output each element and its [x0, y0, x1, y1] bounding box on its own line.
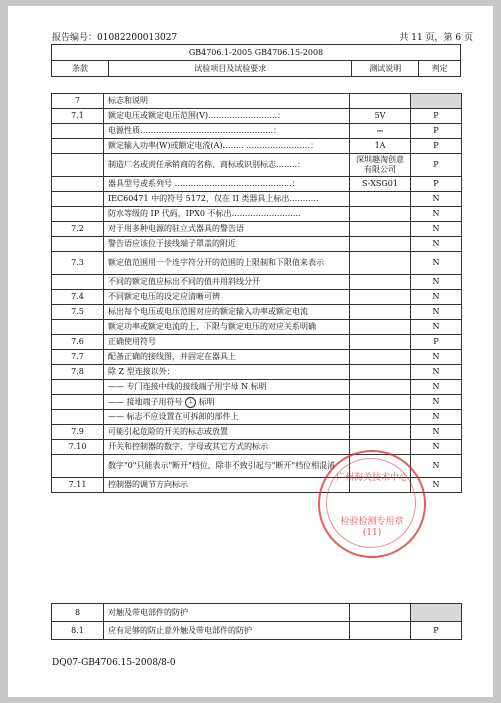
requirement-cell: 防水等级的 IP 代码，IPX0 不标出…………………….. — [104, 207, 350, 222]
clause-cell: 7.7 — [52, 350, 104, 365]
table-row — [52, 275, 462, 290]
table-row — [52, 207, 462, 222]
requirement-cell: 制造厂名或责任承销商的名称、商标或识别标志……..： — [104, 154, 350, 177]
table-row — [52, 395, 462, 410]
table-row — [52, 124, 462, 139]
result-cell — [350, 335, 411, 350]
clause-cell: 7.8 — [52, 365, 104, 380]
result-cell — [350, 192, 411, 207]
verdict-cell: P — [411, 177, 462, 192]
clause-cell — [52, 380, 104, 395]
verdict-cell: P — [411, 335, 462, 350]
clause-cell — [52, 139, 104, 154]
inspection-seal — [318, 450, 426, 558]
requirement-cell: 配备正确的接线图，并固定在器具上 — [104, 350, 350, 365]
table-row — [52, 604, 462, 622]
clause-table — [51, 93, 462, 493]
table-row — [52, 290, 462, 305]
table-row — [52, 139, 462, 154]
clause-cell: 7.4 — [52, 290, 104, 305]
verdict-cell: N — [411, 478, 462, 493]
verdict-cell: N — [411, 365, 462, 380]
result-cell — [350, 622, 411, 640]
requirement-cell: 控制器的调节方向标示 — [104, 478, 350, 493]
verdict-cell: N — [411, 440, 462, 455]
clause-cell — [52, 192, 104, 207]
table-row — [52, 320, 462, 335]
requirement-cell: 对触及带电部件的防护 — [104, 604, 350, 622]
clause-cell: 7.3 — [52, 252, 104, 275]
report-number: 报告编号：01082200013027 — [52, 33, 178, 43]
clause-cell: 7 — [52, 94, 104, 109]
footer-code: DQ07-GB4706.15-2008/8-0 — [52, 658, 176, 668]
result-cell — [350, 252, 411, 275]
seal-ring-text: 广州海关技术中心 — [335, 473, 408, 483]
requirement-cell: 标出每个电压或电压范围对应的额定输入功率或额定电流 — [104, 305, 350, 320]
result-cell: ⎓ — [350, 124, 411, 139]
result-cell — [350, 320, 411, 335]
table-row — [52, 177, 462, 192]
table-row — [52, 350, 462, 365]
requirement-cell: 标志和说明 — [104, 94, 350, 109]
page-count: 共 11 页，第 6 页 — [399, 33, 473, 43]
result-cell — [350, 275, 411, 290]
clause-cell — [52, 275, 104, 290]
requirement-cell: 可能引起危险的开关的标志或放置 — [104, 425, 350, 440]
seal-number: (11) — [362, 528, 382, 538]
table-row — [52, 192, 462, 207]
table-row — [52, 109, 462, 124]
section8-table — [51, 603, 462, 640]
verdict-cell: N — [411, 237, 462, 252]
verdict-cell — [411, 604, 462, 622]
seal-center-text: 检验检测专用章 — [340, 517, 404, 527]
requirement-cell: 额定值范围用一个连字符分开的范围的上限制和下限值来表示 — [104, 252, 350, 275]
result-cell — [350, 365, 411, 380]
table-row — [52, 440, 462, 455]
verdict-cell: N — [411, 425, 462, 440]
table-row — [52, 335, 462, 350]
table-row — [52, 252, 462, 275]
clause-cell: 8.1 — [52, 622, 104, 640]
clause-cell: 7.2 — [52, 222, 104, 237]
requirement-cell: 开关和控制器的数字、字母或其它方式的标示 — [104, 440, 350, 455]
result-cell — [350, 207, 411, 222]
verdict-cell: N — [411, 275, 462, 290]
verdict-cell: N — [411, 207, 462, 222]
verdict-cell: N — [411, 410, 462, 425]
verdict-cell: P — [411, 109, 462, 124]
requirement-cell: 警告语应该位于接线端子罩盖的附近 — [104, 237, 350, 252]
verdict-cell: P — [411, 124, 462, 139]
verdict-cell: P — [411, 622, 462, 640]
result-cell — [350, 94, 411, 109]
requirement-cell: 额定输入功率(W)或额定电流(A)…….. ……………………： — [104, 139, 350, 154]
header-table — [51, 44, 461, 77]
clause-cell — [52, 237, 104, 252]
result-cell: 1A — [350, 139, 411, 154]
verdict-cell: N — [411, 395, 462, 410]
result-cell — [350, 410, 411, 425]
table-row — [52, 365, 462, 380]
verdict-cell: N — [411, 290, 462, 305]
clause-cell: 8 — [52, 604, 104, 622]
clause-cell: 7.6 — [52, 335, 104, 350]
col-verdict-header: 判定 — [419, 61, 461, 77]
earth-symbol-icon: ⏚ — [185, 397, 196, 408]
table-row — [52, 622, 462, 640]
result-cell: 5V — [350, 109, 411, 124]
table-row — [52, 305, 462, 320]
clause-cell — [52, 207, 104, 222]
result-cell — [350, 305, 411, 320]
verdict-cell: N — [411, 252, 462, 275]
table-row — [52, 425, 462, 440]
clause-cell: 7.9 — [52, 425, 104, 440]
table-row — [52, 222, 462, 237]
requirement-cell: —— 标志不应设置在可拆卸的部件上 — [104, 410, 350, 425]
verdict-cell: N — [411, 455, 462, 478]
requirement-cell: 额定电压或额定电压范围(V)……………………..： — [104, 109, 350, 124]
requirement-cell: 电源性质…………………………………………..： — [104, 124, 350, 139]
standard-title: GB4706.1-2005 GB4706.15-2008 — [52, 45, 461, 61]
result-cell — [350, 425, 411, 440]
clause-cell: 7.1 — [52, 109, 104, 124]
col-clause-header: 条款 — [52, 61, 109, 77]
result-cell — [350, 604, 411, 622]
clause-cell — [52, 455, 104, 478]
requirement-cell: 应有足够的防止意外触及带电部件的防护 — [104, 622, 350, 640]
result-cell — [350, 380, 411, 395]
clause-cell — [52, 320, 104, 335]
col-result-header: 测试说明 — [352, 61, 419, 77]
requirement-cell: 器具型号或系列号 ……………………………………..： — [104, 177, 350, 192]
result-cell — [350, 395, 411, 410]
requirement-cell: 不同的额定值应标出不同的值并用斜线分开 — [104, 275, 350, 290]
clause-cell — [52, 124, 104, 139]
verdict-cell: N — [411, 320, 462, 335]
verdict-cell: N — [411, 380, 462, 395]
table-row — [52, 410, 462, 425]
requirement-cell: 数字"0"只能表示"断开"档位，除非不致引起与"断开"档位相混淆 — [104, 455, 350, 478]
result-cell — [350, 290, 411, 305]
requirement-cell: IEC60471 中的符号 5172，仅在 II 类器具上标出……….. — [104, 192, 350, 207]
clause-cell — [52, 395, 104, 410]
requirement-cell: —— 接地端子用符号 ⏚ 标明 — [104, 395, 350, 410]
requirement-cell: 对于用多种电源的驻立式器具的警告语 — [104, 222, 350, 237]
requirement-cell: 除 Z 型连接以外： — [104, 365, 350, 380]
table-row — [52, 380, 462, 395]
table-row — [52, 94, 462, 109]
requirement-cell: 额定功率或额定电流的上、下限与额定电压的对应关系明确 — [104, 320, 350, 335]
clause-cell — [52, 410, 104, 425]
verdict-cell: N — [411, 222, 462, 237]
verdict-cell: N — [411, 192, 462, 207]
verdict-cell: N — [411, 350, 462, 365]
result-cell: S-XSG01 — [350, 177, 411, 192]
verdict-cell: P — [411, 139, 462, 154]
requirement-cell: —— 专门连接中线的接线端子用字母 N 标明 — [104, 380, 350, 395]
result-cell — [350, 237, 411, 252]
table-row — [52, 154, 462, 177]
requirement-cell: 正确使用符号 — [104, 335, 350, 350]
requirement-cell: 不同额定电压的设定应清晰可辨 — [104, 290, 350, 305]
clause-cell: 7.11 — [52, 478, 104, 493]
clause-cell: 7.10 — [52, 440, 104, 455]
clause-cell: 7.5 — [52, 305, 104, 320]
verdict-cell — [411, 94, 462, 109]
col-requirement-header: 试验项目及试验要求 — [109, 61, 352, 77]
result-cell — [350, 350, 411, 365]
result-cell — [350, 222, 411, 237]
table-row — [52, 237, 462, 252]
clause-cell — [52, 177, 104, 192]
result-cell: 深圳趣淘创意有限公司 — [350, 154, 411, 177]
verdict-cell: P — [411, 154, 462, 177]
clause-cell — [52, 154, 104, 177]
verdict-cell: N — [411, 305, 462, 320]
